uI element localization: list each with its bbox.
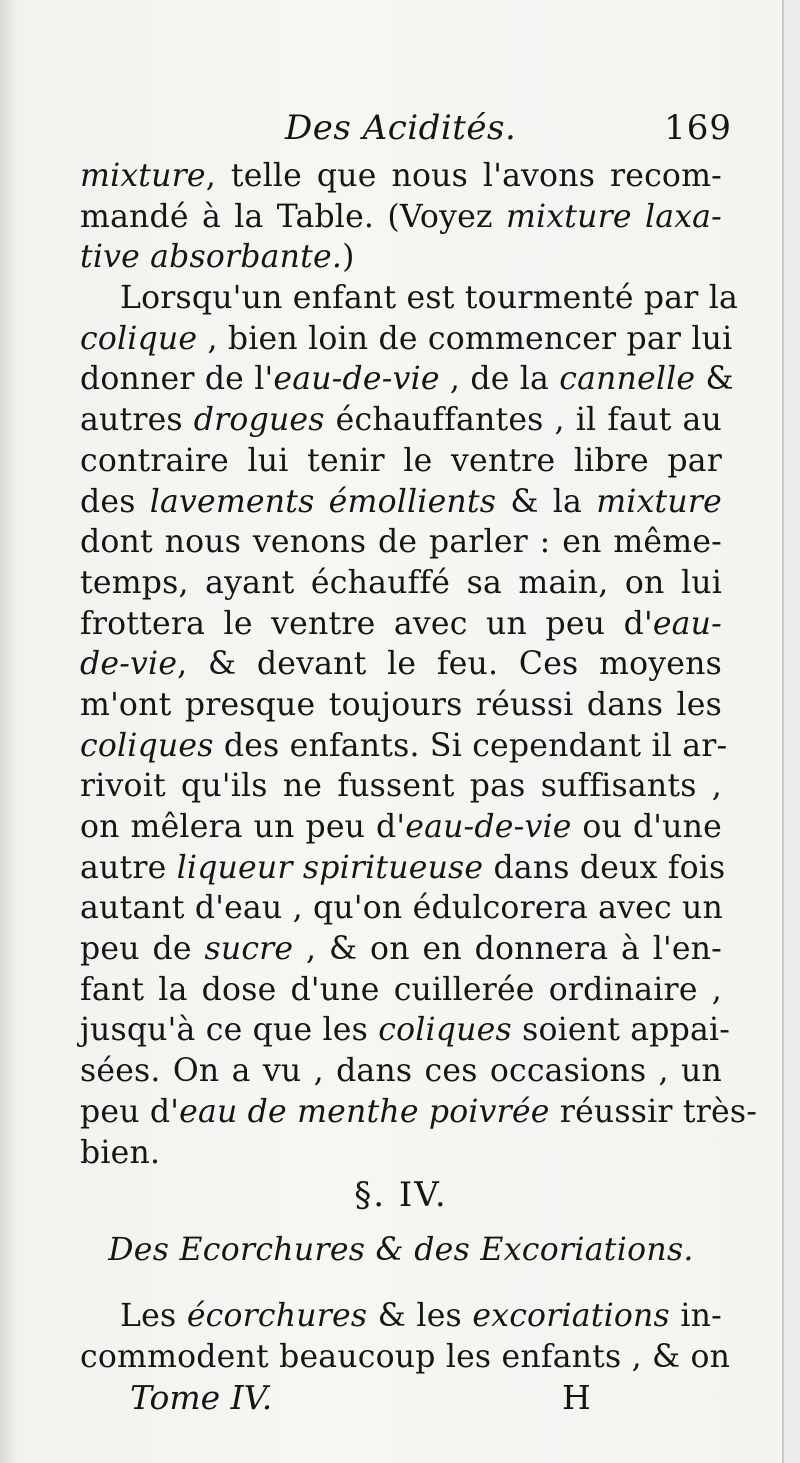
text-line — [80, 726, 728, 767]
text-run: & les — [367, 1298, 473, 1334]
italic-term: de-vie — [80, 646, 178, 683]
text-line — [80, 319, 733, 360]
text-line — [80, 1337, 731, 1378]
text-line — [80, 1133, 722, 1174]
italic-term: coliques — [378, 1012, 512, 1049]
text-run: réussir très- — [549, 1093, 758, 1130]
italic-term: colique — [80, 320, 198, 357]
text-run: & — [695, 361, 734, 398]
text-run: contraire lui tenir le ventre libre par — [80, 442, 722, 479]
text-run: échauffantes , il faut au — [324, 402, 722, 439]
page-number: 169 — [664, 108, 732, 148]
section-text — [80, 1296, 731, 1377]
running-title: Des Acidités. — [285, 108, 517, 148]
tome-label: Tome IV. — [130, 1378, 273, 1417]
paragraph-2 — [80, 278, 758, 1173]
text-run: soient appai- — [511, 1012, 731, 1049]
main-text — [80, 156, 758, 1173]
page-footer — [80, 1378, 722, 1422]
text-run: bien. — [80, 1134, 161, 1171]
italic-term: mixture — [596, 483, 722, 520]
text-line — [80, 807, 722, 848]
text-line — [80, 278, 738, 319]
italic-term: eau-de-vie — [405, 809, 572, 845]
text-line — [80, 563, 722, 604]
text-line — [80, 848, 726, 889]
text-line — [80, 237, 722, 278]
running-header — [80, 108, 732, 152]
text-run: , & on en donnera à l'en- — [293, 931, 723, 968]
italic-term: tive absorbante. — [80, 239, 343, 276]
italic-term: sucre — [204, 931, 294, 968]
text-line — [80, 604, 722, 645]
text-line — [80, 1296, 722, 1337]
italic-term: eau de menthe poivrée — [179, 1093, 550, 1130]
signature-mark: H — [562, 1378, 591, 1417]
text-line — [80, 482, 722, 523]
text-run: ou d'une — [571, 809, 722, 845]
section-number: §. IV. — [354, 1175, 448, 1215]
italic-term: drogues — [193, 402, 325, 439]
italic-term: cannelle — [559, 361, 696, 398]
italic-term: eau-de-vie — [273, 361, 440, 398]
text-run: , & devant le feu. Ces moyens — [177, 646, 722, 683]
text-run: des — [80, 483, 150, 520]
text-run: , de la — [439, 361, 560, 398]
paragraph-1 — [80, 156, 722, 278]
text-run: peu d' — [80, 1093, 180, 1130]
text-run: , telle que nous l'avons recom- — [205, 158, 722, 194]
text-line — [80, 929, 722, 970]
text-run: autant d'eau , qu'on édulcorera avec un — [80, 890, 723, 927]
paragraph-3 — [80, 1296, 731, 1377]
text-line — [80, 970, 722, 1011]
text-run: , bien loin de commencer par lui — [197, 320, 733, 357]
text-run: rivoit qu'ils ne fussent pas suffisants , — [80, 768, 722, 805]
text-run: fant la dose d'une cuillerée ordinaire , — [80, 971, 722, 1008]
text-run: Lorsqu'un enfant est tourmenté par la — [120, 280, 738, 317]
text-run: in- — [669, 1298, 722, 1334]
text-run: des enfants. Si cependant il ar- — [213, 727, 728, 764]
text-line — [80, 1092, 758, 1133]
text-line — [80, 1010, 731, 1051]
text-run: dans deux fois — [483, 849, 726, 886]
text-run: jusqu'à ce que les — [80, 1012, 379, 1049]
text-run: m'ont presque toujours réussi dans les — [80, 686, 722, 723]
text-run: frottera le ventre avec un peu d' — [80, 605, 653, 642]
text-run: donner de l' — [80, 361, 274, 398]
text-line — [80, 766, 722, 807]
text-run: mandé à la Table. (Voyez — [80, 198, 506, 235]
text-run: Les — [120, 1298, 187, 1334]
italic-term: coliques — [80, 727, 214, 764]
text-run: peu de — [80, 931, 205, 968]
page-gutter-shadow — [0, 0, 18, 1463]
text-line — [80, 888, 722, 929]
text-line — [80, 197, 722, 238]
text-run: autre — [80, 849, 177, 886]
text-run: & la — [496, 483, 597, 520]
italic-term: eau- — [652, 605, 722, 642]
text-line — [80, 522, 722, 563]
text-run: dont nous venons de parler : en même- — [80, 524, 722, 561]
italic-term: écorchures — [186, 1298, 368, 1334]
italic-term: mixture laxa- — [505, 198, 723, 235]
text-line — [80, 156, 722, 197]
text-run: autres — [80, 402, 194, 439]
italic-term: liqueur spiritueuse — [176, 849, 484, 886]
text-line — [80, 359, 734, 400]
text-line — [80, 644, 722, 685]
text-line — [80, 441, 722, 482]
text-run: commodent beaucoup les enfants , & on — [80, 1338, 731, 1375]
text-run: ) — [342, 239, 355, 276]
italic-term: excoriations — [472, 1298, 670, 1334]
text-run: temps, ayant échauffé sa main, on lui — [80, 564, 722, 601]
text-line — [80, 685, 722, 726]
italic-term: mixture — [80, 158, 206, 194]
text-run: on mêlera un peu d' — [80, 809, 406, 845]
section-title: Des Ecorchures & des Excoriations. — [108, 1232, 694, 1268]
text-line — [80, 400, 722, 441]
italic-term: lavements émollients — [149, 483, 497, 520]
text-run: sées. On a vu , dans ces occasions , un — [80, 1053, 722, 1090]
text-line — [80, 1051, 722, 1092]
